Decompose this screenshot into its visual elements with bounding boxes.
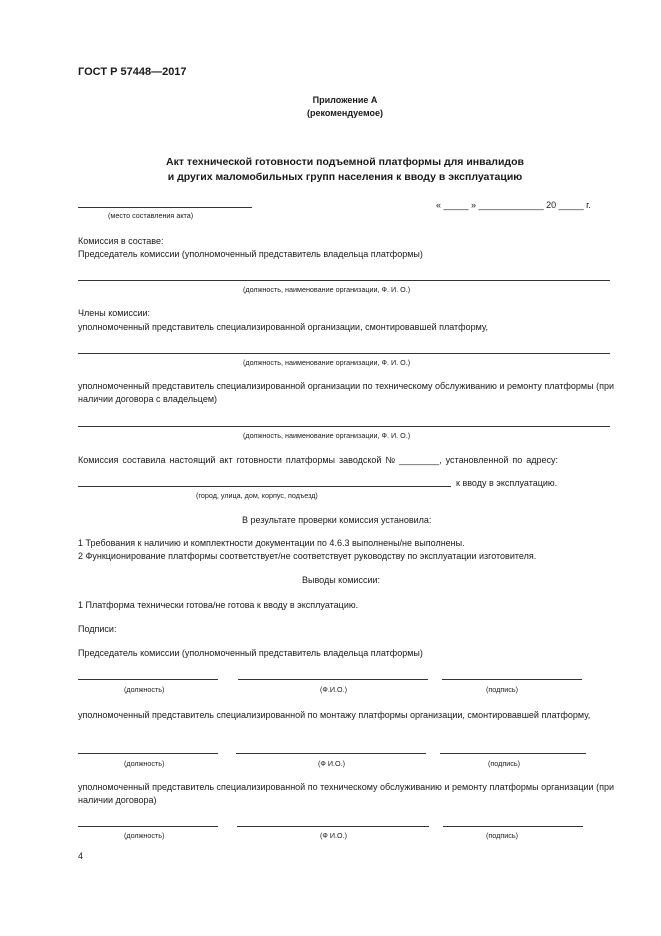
appendix-title: Приложение А xyxy=(312,95,378,105)
sig1-position-line xyxy=(78,679,218,680)
sig3-signature-caption: (подпись) xyxy=(486,831,518,840)
sig1-signature-line xyxy=(442,679,582,680)
sig1-name-caption: (Ф.И.О.) xyxy=(320,685,347,694)
signature-installer-text: уполномоченный представитель специализированной по монтажу платформы организации, смонтировавшей платформу, xyxy=(78,710,591,720)
place-line xyxy=(78,207,252,208)
sig2-signature-line xyxy=(440,753,586,754)
signature-maintainer-text: уполномоченный представитель специализированной по техническому обслуживанию и ремонту платформы организации (при наличии договора) xyxy=(78,782,614,805)
chairman-text: Председатель комиссии (уполномоченный представитель владельца платформы) xyxy=(78,249,423,259)
chairman-caption: (должность, наименование организации, Ф. И. О.) xyxy=(243,285,411,294)
sig2-position-caption: (должность) xyxy=(124,759,165,768)
commission-label: Комиссия в составе: xyxy=(78,236,164,246)
act-title-line2: и других маломобильных групп населения к вводу в эксплуатацию xyxy=(167,171,523,183)
address-line xyxy=(78,486,451,487)
page-number: 4 xyxy=(78,851,84,861)
sig2-name-line xyxy=(236,753,426,754)
signatures-label: Подписи: xyxy=(78,624,117,634)
member2-line xyxy=(78,426,610,427)
place-caption: (место составления акта) xyxy=(108,211,194,220)
member2-text: уполномоченный представитель специализированной организации по техническому обслуживанию и ремонту платформы (при наличии договора с владельцем) xyxy=(78,381,614,404)
member2-caption: (должность, наименование организации, Ф. И. О.) xyxy=(243,431,411,440)
address-caption: (город, улица, дом, корпус, подъезд) xyxy=(196,491,318,500)
sig1-position-caption: (должность) xyxy=(124,685,165,694)
appendix-status: (рекомендуемое) xyxy=(307,108,383,118)
signature-chairman-text: Председатель комиссии (уполномоченный представитель владельца платформы) xyxy=(78,648,423,658)
member1-line xyxy=(78,353,610,354)
chairman-line xyxy=(78,280,610,281)
sig2-name-caption: (Ф И.О.) xyxy=(318,759,345,768)
document-code: ГОСТ Р 57448—2017 xyxy=(78,66,187,78)
sig1-name-line xyxy=(238,679,428,680)
findings-heading: В результате проверки комиссия установила: xyxy=(242,515,432,525)
finding-item-1: 1 Требования к наличию и комплектности документации по 4.6.3 выполнены/не выполнены. xyxy=(78,538,465,548)
act-title-line1: Акт технической готовности подъемной платформы для инвалидов xyxy=(166,156,524,168)
sig3-name-caption: (Ф И.О.) xyxy=(320,831,347,840)
date-template: « _____ » _____________ 20 _____ г. xyxy=(436,200,591,210)
sig3-signature-line xyxy=(443,826,583,827)
sig3-position-line xyxy=(78,826,218,827)
sig2-position-line xyxy=(78,753,218,754)
act-statement: Комиссия составила настоящий акт готовности платформы заводской № ________, установленной по адресу: xyxy=(78,455,559,465)
conclusions-heading: Выводы комиссии: xyxy=(302,575,380,585)
sig3-name-line xyxy=(237,826,429,827)
act-statement-tail: к вводу в эксплуатацию. xyxy=(456,478,558,488)
member1-text: уполномоченный представитель специализированной организации, смонтировавшей платформу, xyxy=(78,322,488,332)
finding-item-2: 2 Функционирование платформы соответствует/не соответствует руководству по эксплуатации изготовителя. xyxy=(78,551,537,561)
sig1-signature-caption: (подпись) xyxy=(486,685,518,694)
sig3-position-caption: (должность) xyxy=(124,831,165,840)
conclusion-item-1: 1 Платформа технически готова/не готова к вводу в эксплуатацию. xyxy=(78,600,359,610)
member1-caption: (должность, наименование организации, Ф. И. О.) xyxy=(243,358,411,367)
members-label: Члены комиссии: xyxy=(78,308,151,318)
sig2-signature-caption: (подпись) xyxy=(488,759,520,768)
